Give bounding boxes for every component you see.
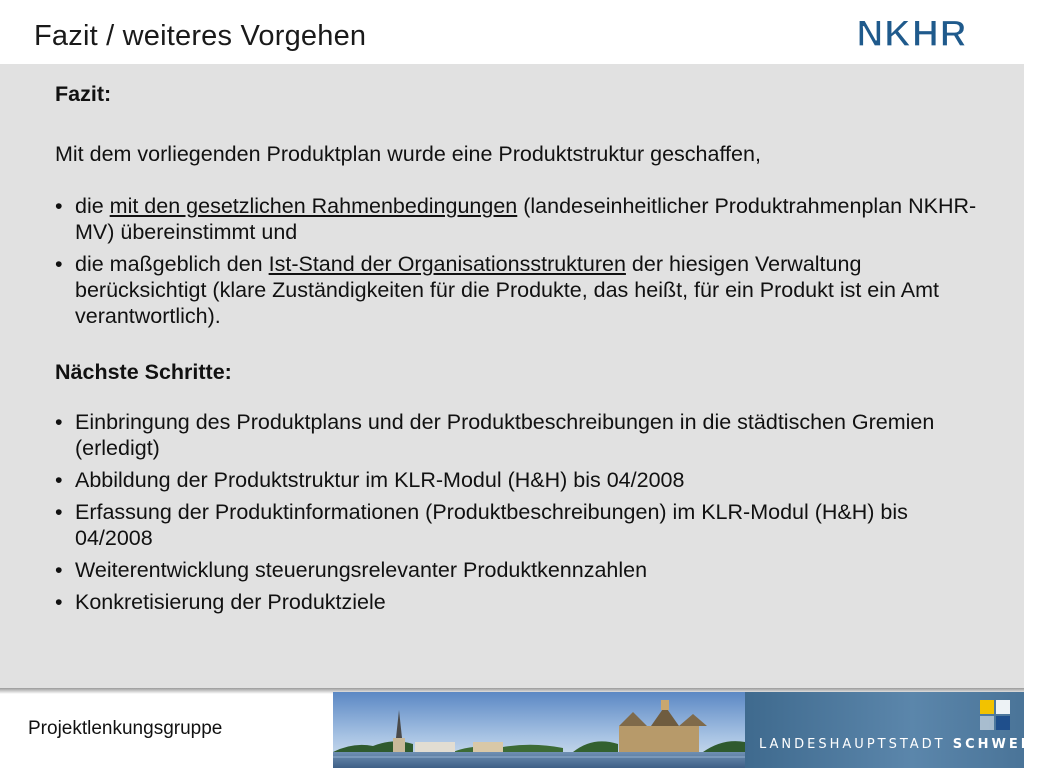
list-item: • Konkretisierung der Produktziele: [55, 590, 386, 614]
list-item: • Erfassung der Produktinformationen (Produktbeschreibungen) im KLR-Modul (H&H) bis 04/2008: [55, 500, 908, 550]
bullet-glyph: •: [55, 590, 63, 614]
list-item: • Weiterentwicklung steuerungsrelevanter Produktkennzahlen: [55, 558, 648, 582]
list-item: • die maßgeblich den Ist-Stand der Organisationsstrukturen der hiesigen Verwaltung berücksichtigt (klare Zuständigkeiten für die Produkte, das heißt, für ein Produkt ist ein Amt verantwortlich).: [55, 252, 939, 328]
underlined-phrase: mit den gesetzlichen Rahmenbedingungen: [109, 194, 518, 218]
fazit-list: [55, 193, 985, 329]
fazit-heading: Fazit:: [55, 82, 112, 106]
slide-title: Fazit / weiteres Vorgehen: [34, 20, 367, 52]
slide-content: [0, 64, 1024, 688]
footer-label: Projektlenkungsgruppe: [28, 718, 223, 739]
bullet-glyph: •: [55, 252, 63, 276]
content-text-block: [55, 81, 985, 621]
schwerin-panorama-image: [333, 692, 745, 768]
slide-header: [0, 0, 1024, 64]
list-item: • Einbringung des Produktplans und der Produktbeschreibungen in die städtischen Gremien (erledigt): [55, 410, 935, 460]
city-coat-of-arms-icon: [978, 698, 1014, 734]
city-brand-panel: [745, 692, 1056, 768]
underlined-phrase: Ist-Stand der Organisationsstrukturen: [268, 252, 626, 276]
next-steps-list: [55, 409, 985, 615]
svg-text:NKHR: NKHR: [856, 13, 968, 54]
bullet-glyph: •: [55, 410, 63, 434]
bullet-glyph: •: [55, 500, 63, 524]
city-banner: [333, 692, 1056, 768]
next-steps-heading: Nächste Schritte:: [55, 360, 232, 384]
nkhr-logo: [832, 13, 992, 54]
list-item: • die mit den gesetzlichen Rahmenbedingungen (landeseinheitlicher Produktrahmenplan NKHR-MV) übereinstimmt und: [55, 194, 977, 244]
bullet-glyph: •: [55, 558, 63, 582]
bullet-glyph: •: [55, 468, 63, 492]
list-item: • Abbildung der Produktstruktur im KLR-Modul (H&H) bis 04/2008: [55, 468, 685, 492]
fazit-intro: Mit dem vorliegenden Produktplan wurde eine Produktstruktur geschaffen,: [55, 142, 761, 166]
bullet-glyph: •: [55, 194, 63, 218]
city-brand-text: LANDESHAUPTSTADT SCHWERIN: [759, 737, 1056, 752]
